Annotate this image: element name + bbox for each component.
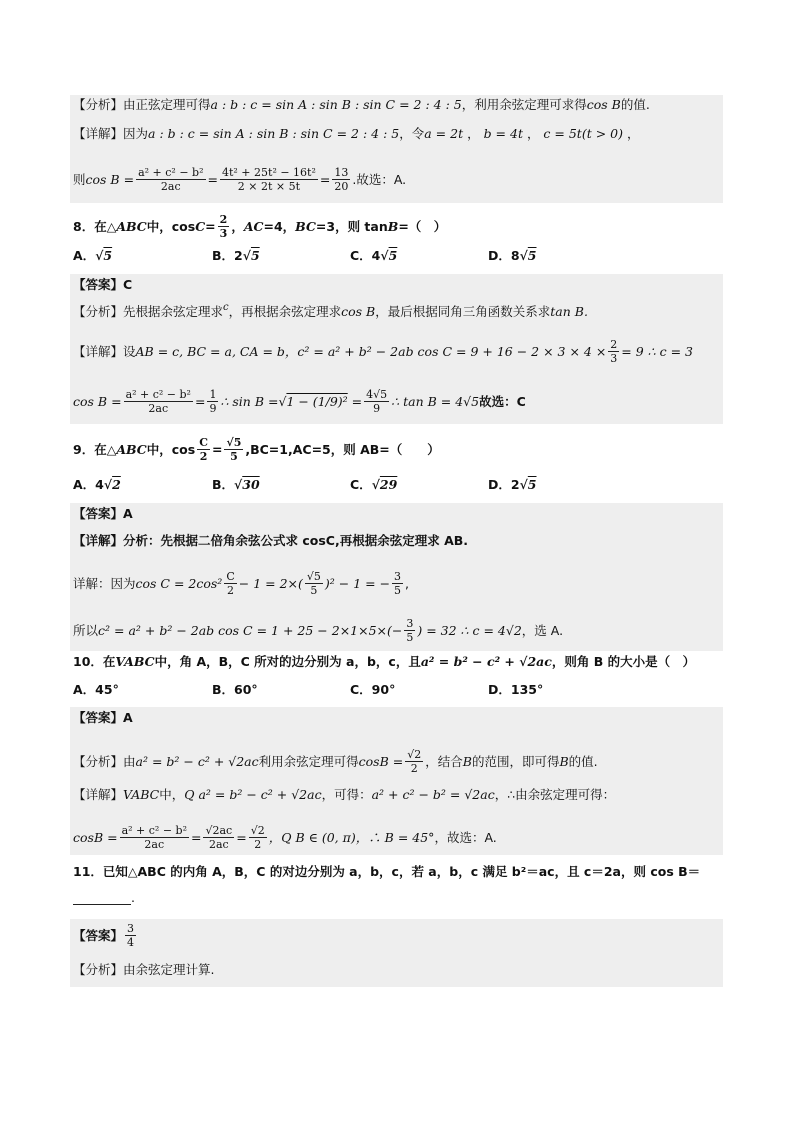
- math: ，Q B ∈ (0, π)，∴ B = 45°: [268, 829, 435, 845]
- analysis-tag: 【分析】: [73, 97, 124, 112]
- sqrt: √5: [242, 248, 260, 263]
- numerator: 2: [610, 338, 618, 351]
- q10-option-d: [488, 682, 543, 698]
- label: D．8: [488, 248, 520, 263]
- q9-option-a: [73, 477, 121, 493]
- denominator: 9: [373, 402, 381, 415]
- math: B: [462, 753, 472, 769]
- math: ABC: [116, 218, 147, 234]
- sqrt: √5: [380, 248, 398, 263]
- radicand: 5: [103, 248, 113, 263]
- math: C: [195, 218, 206, 234]
- q8-calc: cos B = $\frac{\text{a² + c² − b²}}{2ac}$ = $\frac{1}{9}$ ∴ sin B = √1 − (1/9)² = $\frac{4√5}{9}$ ∴ tan B = 4√5 故选：C: [73, 388, 526, 415]
- text: 中，角 A，B，C 所对的边分别为 a，b，c，且: [154, 654, 421, 669]
- label: A．4: [73, 477, 104, 492]
- q8-option-d: [488, 248, 537, 264]
- math: cos B: [341, 304, 376, 319]
- detail-tag: 【详解】: [73, 126, 124, 141]
- math: B: [559, 753, 569, 769]
- text: ，再根据余弦定理求: [228, 304, 342, 319]
- sqrt: √29: [371, 477, 398, 492]
- text: =（ ）: [398, 218, 447, 234]
- text: 【分析】由: [73, 753, 136, 769]
- label: B．: [212, 477, 235, 492]
- denominator: 5: [406, 631, 414, 644]
- math: ，c² = a² + b² − 2ab cos C = 9 + 16 − 2 × 3 × 4 ×: [284, 343, 607, 359]
- math: a² = b² − c² + √2ac: [420, 654, 552, 669]
- text: 由正弦定理可得: [123, 97, 211, 112]
- denominator: 2ac: [144, 838, 165, 851]
- numerator: √2: [407, 748, 422, 761]
- numerator: 3: [406, 617, 414, 630]
- denominator: 5: [230, 450, 238, 463]
- radicand: 5: [527, 477, 537, 492]
- denominator: 2: [410, 762, 418, 775]
- numerator: 2: [219, 213, 228, 226]
- denominator: 2 × 2t × 5t: [237, 180, 301, 193]
- math: cos B =: [73, 393, 122, 409]
- fraction: [203, 824, 234, 851]
- numerator: 13: [334, 166, 349, 179]
- fraction: [332, 166, 350, 193]
- math: c: [223, 302, 229, 313]
- fraction: [249, 824, 267, 851]
- q9-calc-2: [73, 617, 563, 644]
- text: 中，cos: [146, 441, 196, 457]
- numerator: 4√5: [366, 388, 388, 401]
- math: ∴ tan B = 4√5: [391, 393, 480, 409]
- math: cos B: [586, 97, 621, 112]
- label: A．: [73, 248, 96, 263]
- label: C．: [350, 477, 372, 492]
- q8-stem: 8．在△ ABC 中，cos C = $\frac{2}{3}$ ， AC =4， BC =3，则 tan B =（ ）: [73, 213, 447, 240]
- numerator: √2: [250, 824, 265, 837]
- math: = 9 ∴ c = 3: [621, 343, 693, 359]
- q10-stem: [73, 654, 695, 670]
- denominator: 2ac: [148, 402, 169, 415]
- math: cosB =: [358, 753, 404, 769]
- math: )² − 1 = −: [324, 575, 391, 591]
- text: 【分析】由余弦定理计算.: [73, 962, 215, 977]
- fraction: [392, 570, 403, 597]
- text: =: [211, 441, 223, 457]
- text: ，选 A.: [521, 622, 564, 638]
- q8-option-b: [212, 248, 260, 264]
- math: b = 4t: [483, 126, 523, 141]
- text: 【详解】: [73, 787, 124, 802]
- text: 【详解】分析：先根据二倍角余弦公式求 cosC,再根据余弦定理求 AB.: [73, 533, 469, 548]
- q9-option-c: [350, 477, 397, 493]
- math: cosB =: [73, 829, 118, 845]
- fraction: [120, 824, 189, 851]
- text: ,: [405, 575, 410, 591]
- fraction: [405, 748, 423, 775]
- denominator: 2ac: [208, 838, 229, 851]
- numerator: 3: [394, 570, 402, 583]
- text: ，令: [399, 126, 425, 141]
- fraction: [136, 166, 205, 193]
- denominator: 9: [209, 402, 217, 415]
- math: AB = c, BC = a, CA = b: [135, 343, 285, 359]
- denominator: 2: [199, 450, 208, 463]
- text: 【答案】A: [73, 506, 133, 521]
- q11-answer: [73, 922, 138, 949]
- numerator: √5: [226, 436, 242, 449]
- text: =: [236, 829, 247, 845]
- text: 【分析】先根据余弦定理求: [73, 304, 224, 319]
- text: 因为: [123, 126, 149, 141]
- q8-detail: [73, 338, 693, 365]
- text: =: [194, 393, 206, 409]
- q9-calc-1: [73, 570, 409, 597]
- text: 所以: [73, 622, 99, 638]
- sqrt: √1 − (1/9)²: [278, 393, 348, 409]
- text: ，最后根据同角三角函数关系求: [375, 304, 551, 319]
- math: ) = 32 ∴ c = 4√2: [417, 622, 522, 638]
- denominator: 4: [127, 936, 135, 949]
- sqrt: √5: [95, 248, 113, 263]
- text: ，: [231, 218, 244, 234]
- q9-option-b: [212, 477, 260, 493]
- q10-answer: [73, 710, 133, 726]
- denominator: 20: [334, 180, 349, 193]
- q8-analysis: [73, 304, 588, 320]
- q9-answer: [73, 506, 133, 522]
- math: a² = b² − c² + √2ac: [135, 753, 259, 769]
- radicand: 5: [388, 248, 398, 263]
- text: 利用余弦定理可得: [258, 753, 359, 769]
- text: .故选：A.: [352, 171, 407, 187]
- text: 9．在△: [73, 441, 117, 457]
- text: 的范围，即可得: [471, 753, 560, 769]
- q8-answer: [73, 277, 132, 293]
- text: 【答案】: [73, 927, 124, 943]
- denominator: 2ac: [160, 180, 181, 193]
- denominator: 2: [227, 584, 235, 597]
- label: D．2: [488, 477, 520, 492]
- numerator: a² + c² − b²: [121, 824, 187, 837]
- q9-detail: [73, 533, 468, 549]
- fraction: [207, 388, 218, 415]
- fraction: [218, 213, 230, 240]
- label: A．45°: [73, 682, 119, 697]
- text: 【答案】C: [73, 277, 133, 292]
- fraction: [305, 570, 323, 597]
- q9-stem: [73, 436, 440, 463]
- math: AC: [243, 218, 264, 234]
- q10-calc: [73, 824, 497, 851]
- math: ABC: [116, 441, 147, 457]
- fraction: [197, 436, 210, 463]
- numerator: √2ac: [205, 824, 233, 837]
- denominator: 5: [394, 584, 402, 597]
- denominator: 5: [310, 584, 318, 597]
- text: 中，cos: [146, 218, 196, 234]
- math: VABC: [123, 787, 160, 802]
- radicand: 2: [112, 477, 121, 492]
- denominator: 2: [254, 838, 262, 851]
- radicand: 1 − (1/9)²: [286, 393, 348, 409]
- text: ，结合: [425, 753, 463, 769]
- text: .: [131, 890, 135, 905]
- text: =: [191, 829, 202, 845]
- fraction: [220, 166, 318, 193]
- math: B: [387, 218, 399, 234]
- fraction: [224, 436, 243, 463]
- numerator: C: [226, 570, 235, 583]
- math: − 1 = 2×(: [238, 575, 303, 591]
- math: a² + c² − b² = √2ac: [371, 787, 495, 802]
- text: 【答案】A: [73, 710, 133, 725]
- q10-detail: [73, 787, 615, 803]
- fraction: [224, 570, 236, 597]
- q10-analysis: [73, 748, 598, 775]
- sqrt: √2: [103, 477, 121, 492]
- numerator: 4t² + 25t² − 16t²: [221, 166, 316, 179]
- text: 的值.: [620, 97, 650, 112]
- q8-option-a: [73, 248, 112, 264]
- text: =4，: [263, 218, 296, 234]
- sqrt: √5: [519, 477, 537, 492]
- math: c = 5t(t > 0): [543, 126, 623, 141]
- math: BC: [295, 218, 316, 234]
- label: D．135°: [488, 682, 544, 697]
- text: 详解：因为: [73, 575, 136, 591]
- text: 故选：C: [479, 393, 526, 409]
- text: 【详解】设: [73, 343, 136, 359]
- math: a = 2t: [424, 126, 464, 141]
- answer-blank: [73, 892, 131, 905]
- radicand: 30: [242, 477, 260, 492]
- text: 则: [73, 171, 86, 187]
- label: C．4: [350, 248, 381, 263]
- q7-analysis-line: [73, 97, 650, 113]
- q11-blank-line: [73, 890, 135, 906]
- numerator: √5: [306, 570, 321, 583]
- math: a : b : c = sin A : sin B : sin C = 2 : 4 : 5: [148, 126, 400, 141]
- numerator: C: [199, 436, 208, 449]
- fraction: [364, 388, 389, 415]
- label: B．2: [212, 248, 243, 263]
- numerator: a² + c² − b²: [125, 388, 191, 401]
- numerator: a² + c² − b²: [138, 166, 204, 179]
- text: ，故选：A.: [434, 829, 497, 845]
- math: tan B.: [550, 304, 588, 319]
- text: ，可得：: [321, 787, 372, 802]
- q11-stem: [73, 864, 700, 880]
- math: c² = a² + b² − 2ab cos C = 1 + 25 − 2×1×5×(−: [98, 622, 403, 638]
- fraction: [608, 338, 619, 365]
- q7-detail-line: 【详解】 因为 a : b : c = sin A : sin B : sin C = 2 : 4 : 5 ，令 a = 2t ， b = 4t ， c = 5t(t > 0) ，: [73, 126, 640, 141]
- text: ，∴由余弦定理可得：: [494, 787, 616, 802]
- numerator: 3: [127, 922, 135, 935]
- q7-calc-line: 则 cos B = $\frac{\text{a² + c² − b²}}{2ac}$ = $\frac{\text{4t² + 25t² − 16t²}}{2 \times 2t \times 5t}$ = $\frac{13}{20}$ .故选：A.: [73, 166, 407, 193]
- text: ，则角 B 的大小是（ ）: [551, 654, 696, 669]
- math: VABC: [115, 654, 155, 669]
- text: ,BC=1,AC=5，则 AB=（ ）: [245, 441, 440, 457]
- q9-option-d: [488, 477, 537, 493]
- fraction: [404, 617, 415, 644]
- math: cos C = 2cos²: [135, 575, 223, 591]
- q10-option-b: [212, 682, 258, 698]
- label: C．90°: [350, 682, 396, 697]
- radicand: 29: [379, 477, 398, 492]
- radicand: 5: [250, 248, 260, 263]
- q10-option-c: [350, 682, 395, 698]
- q11-analysis: [73, 962, 214, 978]
- math: cos B =: [85, 171, 135, 187]
- text: 11．已知△ABC 的内角 A，B，C 的对边分别为 a，b，c，若 a，b，c 满足 b²＝ac，且 c＝2a，则 cos B＝: [73, 864, 701, 879]
- math: ∴ sin B =: [220, 393, 279, 409]
- fraction: [124, 388, 193, 415]
- text: 的值.: [568, 753, 598, 769]
- label: B．60°: [212, 682, 258, 697]
- q8-option-c: [350, 248, 397, 264]
- sqrt: √5: [519, 248, 537, 263]
- numerator: 1: [209, 388, 217, 401]
- denominator: 3: [610, 352, 618, 365]
- math: a : b : c = sin A : sin B : sin C = 2 : 4 : 5: [210, 97, 462, 112]
- fraction: [125, 922, 136, 949]
- sqrt: √30: [234, 477, 260, 492]
- text: 8．在△: [73, 218, 117, 234]
- text: 10．在: [73, 654, 116, 669]
- q10-option-a: [73, 682, 119, 698]
- text: =3，则 tan: [315, 218, 388, 234]
- denominator: 3: [219, 227, 228, 240]
- text: 中，: [159, 787, 185, 802]
- math: Q a² = b² − c² + √2ac: [184, 787, 322, 802]
- radicand: 5: [527, 248, 537, 263]
- text: ，利用余弦定理可求得: [461, 97, 587, 112]
